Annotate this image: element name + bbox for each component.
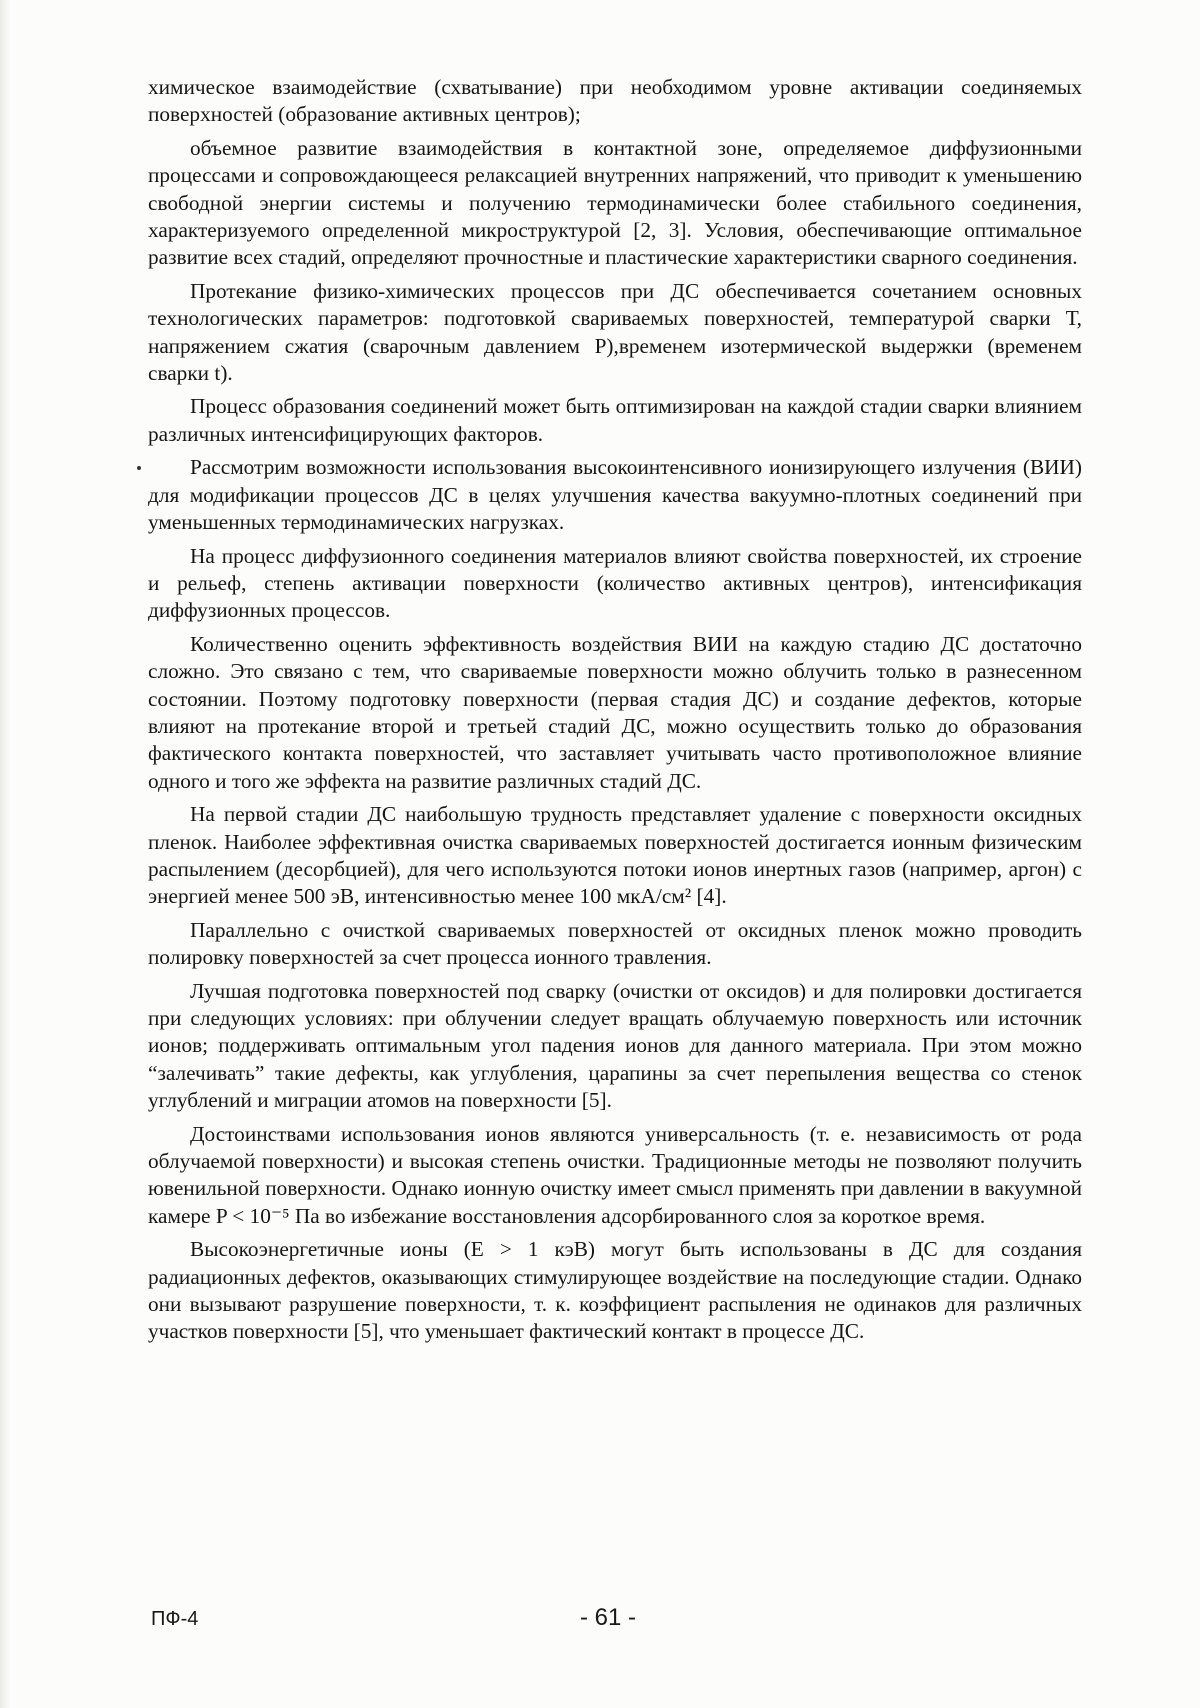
paragraph-first-stage: На первой стадии ДС наибольшую трудность представляет удаление с поверхности оксидных пленок. Наиболее эффективная очистка свариваемых поверхностей достигается ионным физическим распылением (десорбцией), для чего используются потоки ионов инертных газов (например, аргон) с энергией менее 500 эВ, интенсивностью менее 100 мкА/см² [4].: [148, 802, 1082, 909]
paragraph-high-energy-ions: Высокоэнергетичные ионы (E > 1 кэВ) могут быть использованы в ДС для создания радиационных дефектов, оказывающих стимулирующее воздействие на последующие стадии. Однако они вызывают разрушение поверхности, т. к. коэффициент распыления не одинаков для различных участков поверхности [5], что уменьшает фактический контакт в процессе ДС.: [148, 1237, 1082, 1344]
paragraph-optimization: Процесс образования соединений может быть оптимизирован на каждой стадии сварки влиянием различных интенсифицирующих факторов.: [148, 394, 1082, 446]
paragraph-surface-properties: На процесс диффузионного соединения материалов влияют свойства поверхностей, их строение и рельеф, степень активации поверхности (количество активных центров), интенсификация диффузионных процессов.: [148, 543, 1082, 623]
paragraph-ion-advantages: Достоинствами использования ионов являются универсальность (т. е. независимость от рода облучаемой поверхности) и высокая степень очистки. Традиционные методы не позволяют получить ювенильной поверхности. Однако ионную очистку имеет смысл применять при давлении в вакуумной камере P < 10⁻⁵ Па во избежание восстановления адсорбированного слоя за короткое время.: [148, 1121, 1082, 1228]
body-text: [148, 74, 1082, 1352]
document-code: ПФ-4: [151, 1608, 199, 1630]
paragraph-radiation-use: Рассмотрим возможности использования высокоинтенсивного ионизирующего излучения (ВИИ) для модификации процессов ДС в целях улучшения качества вакуумно-плотных соединений при уменьшенных термодинамических нагрузках.: [148, 455, 1082, 535]
margin-speck: [137, 466, 141, 470]
paragraph-quantitative-estimate: Количественно оценить эффективность воздействия ВИИ на каждую стадию ДС достаточно сложно. Это связано с тем, что свариваемые поверхности можно облучить только в разнесенном состоянии. Поэтому подготовку поверхности (первая стадия ДС) и создание дефектов, которые влияют на протекание второй и третьей стадий ДС, можно осуществить только до образования фактического контакта поверхностей, что заставляет учитывать часто противоположное влияние одного и того же эффекта на развитие различных стадий ДС.: [148, 631, 1082, 793]
paragraph-chemical-interaction: химическое взаимодействие (схватывание) при необходимом уровне активации соединяемых поверхностей (образование активных центров);: [148, 75, 1082, 127]
paragraph-best-preparation: Лучшая подготовка поверхностей под сварку (очистки от оксидов) и для полировки достигается при следующих условиях: при облучении следует вращать облучаемую поверхность или источник ионов; поддерживать оптимальным угол падения ионов для данного материала. При этом можно “залечивать” такие дефекты, как углубления, царапины за счет перепыления вещества со стенок углублений и миграции атомов на поверхности [5].: [148, 978, 1082, 1113]
paragraph-volume-development: объемное развитие взаимодействия в контактной зоне, определяемое диффузионными процессами и сопровождающееся релаксацией внутренних напряжений, что приводит к уменьшению свободной энергии системы и получению термодинамически более стабильного соединения, характеризуемого определенной микроструктурой [2, 3]. Условия, обеспечивающие оптимальное развитие всех стадий, определяют прочностные и пластические характеристики сварного соединения.: [148, 135, 1082, 270]
page-number: - 61 -: [580, 1604, 637, 1631]
scan-edge-shadow: [0, 0, 10, 1708]
paragraph-process-parameters: Протекание физико-химических процессов при ДС обеспечивается сочетанием основных технологических параметров: подготовкой свариваемых поверхностей, температурой сварки Т, напряжением сжатия (сварочным давлением Р),временем изотермической выдержки (временем сварки t).: [148, 278, 1082, 386]
paragraph-polishing: Параллельно с очисткой свариваемых поверхностей от оксидных пленок можно проводить полировку поверхностей за счет процесса ионного травления.: [148, 917, 1082, 970]
